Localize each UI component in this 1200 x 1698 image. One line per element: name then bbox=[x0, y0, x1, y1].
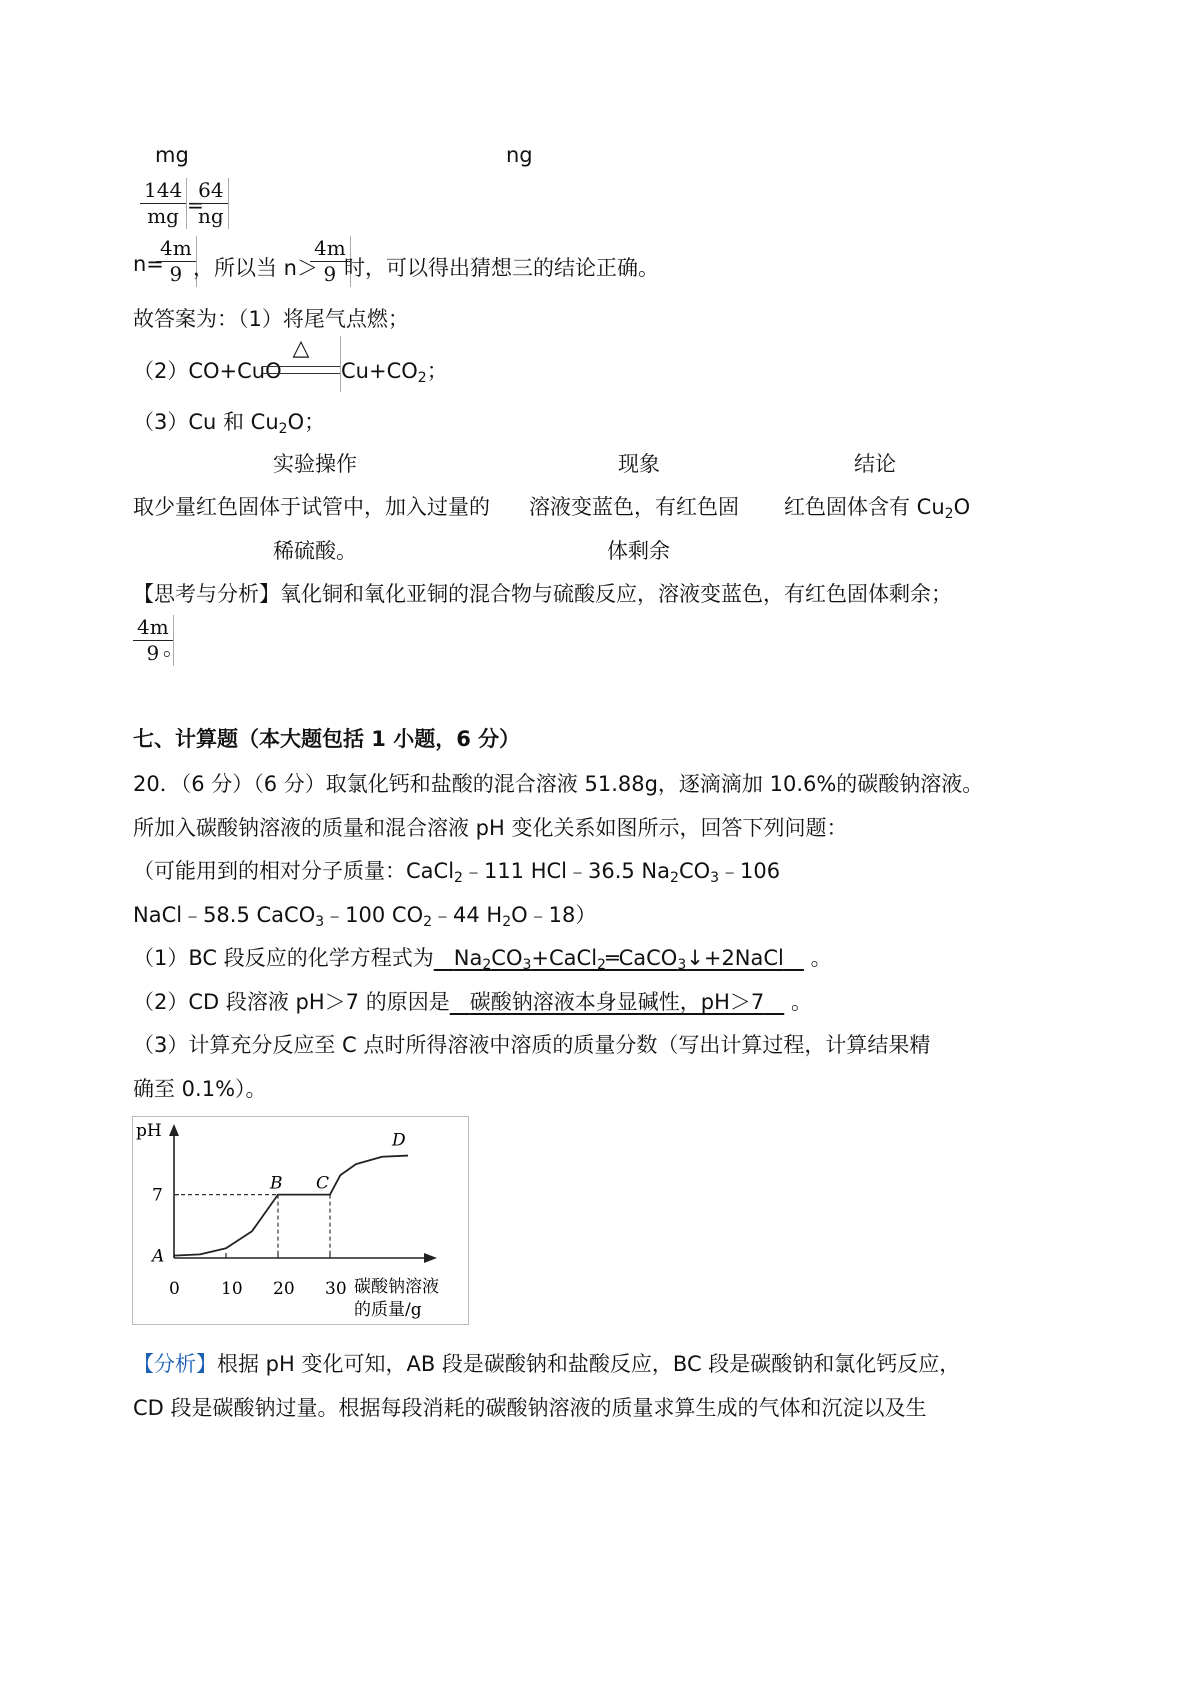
q20-mass-line2: NaCl﹣58.5 CaCO$_3$﹣100 $CO_2﹣44$ $H_2O﹣18$） bbox=[133, 903, 597, 930]
analysis2-line1: 【分析】根据 pH 变化可知，AB 段是碳酸钠和盐酸反应，BC 段是碳酸钠和氯化钙反应， bbox=[133, 1352, 961, 1376]
equation-2-right: $Cu+CO_2$； bbox=[341, 359, 448, 386]
mass-m: mg bbox=[155, 143, 189, 167]
equals-sign: = bbox=[187, 193, 204, 217]
denominator: 9 bbox=[146, 641, 160, 665]
y-tick-label: 7 bbox=[152, 1185, 163, 1206]
y-axis-label: pH bbox=[136, 1121, 162, 1141]
analysis2-label: 【分析】 bbox=[133, 1352, 217, 1376]
denominator: 9 bbox=[323, 262, 337, 286]
x-tick-label: 0 bbox=[169, 1279, 180, 1299]
numerator: 4m bbox=[156, 236, 196, 262]
table-header-conclusion: 结论 bbox=[854, 452, 896, 476]
q20-sub3-line1: （3）计算充分反应至 C 点时所得溶液中溶质的质量分数（写出计算过程，计算结果精 bbox=[133, 1033, 931, 1057]
denominator: ng bbox=[198, 204, 224, 228]
table-header-phenomenon: 现象 bbox=[618, 452, 660, 476]
numerator: 144 bbox=[140, 178, 186, 204]
numerator: 4m bbox=[310, 236, 350, 262]
q20-sub1: （1）BC 段反应的化学方程式为 $Na_2CO_3+CaCl_2═CaCO_3↓+2NaCl$ 。 bbox=[133, 946, 832, 973]
x-axis-label-line2: 的质量/g bbox=[354, 1300, 422, 1320]
n-mid-text: ，所以当 n＞ bbox=[193, 256, 318, 280]
sub2-answer: 碳酸钠溶液本身显碱性，pH＞7 bbox=[469, 990, 765, 1014]
q20-sub2: （2）CD 段溶液 pH＞7 的原因是 碳酸钠溶液本身显碱性，pH＞7 。 bbox=[133, 990, 812, 1014]
table-header-operation: 实验操作 bbox=[273, 452, 357, 476]
answer-3: （3）Cu 和 $Cu_2O$； bbox=[133, 410, 326, 437]
q20-line1: 20．（6 分）（6 分）取氯化钙和盐酸的混合溶液 51.88g，逐滴滴加 10.6%的碳酸钠溶液。 bbox=[133, 772, 984, 796]
table-cell-conclusion: 红色固体含有 $Cu_2O$ bbox=[784, 495, 971, 522]
point-label-b: B bbox=[270, 1173, 283, 1194]
table-cell-phenomenon: 溶液变蓝色，有红色固 bbox=[529, 495, 739, 519]
equation-bars bbox=[262, 366, 340, 374]
answer-head: 故答案为：（1）将尾气点燃； bbox=[133, 307, 409, 331]
x-tick-label: 20 bbox=[273, 1279, 295, 1299]
fraction-144-mg bbox=[140, 178, 187, 229]
denominator: 9 bbox=[169, 262, 183, 286]
x-tick-label: 30 bbox=[325, 1279, 347, 1299]
table-cell-operation-cont: 稀硫酸。 bbox=[273, 539, 357, 563]
denominator: mg bbox=[147, 204, 179, 228]
ph-chart bbox=[132, 1116, 470, 1326]
heat-condition bbox=[262, 336, 341, 392]
q20-sub3-line2: 确至 0.1%）。 bbox=[133, 1077, 267, 1101]
fraction-64-ng bbox=[194, 178, 229, 229]
analysis-end: 。 bbox=[163, 636, 184, 660]
table-cell-operation: 取少量红色固体于试管中，加入过量的 bbox=[133, 495, 490, 519]
numerator: 64 bbox=[194, 178, 228, 204]
analysis-text: 【思考与分析】氧化铜和氧化亚铜的混合物与硫酸反应，溶液变蓝色，有红色固体剩余； bbox=[133, 582, 952, 606]
table-cell-phenomenon-cont: 体剩余 bbox=[607, 539, 670, 563]
sub1-answer: $Na_2CO_3+CaCl_2═CaCO_3↓+2NaCl$ bbox=[453, 946, 784, 973]
point-label-a: A bbox=[152, 1246, 165, 1267]
mass-n: ng bbox=[506, 143, 533, 167]
heat-triangle-icon: △ bbox=[292, 336, 310, 361]
n-suffix-text: 时，可以得出猜想三的结论正确。 bbox=[344, 256, 659, 280]
x-axis-label-line1: 碳酸钠溶液 bbox=[354, 1277, 439, 1297]
fraction-4m-9 bbox=[156, 236, 197, 287]
analysis2-line2: CD 段是碳酸钠过量。根据每段消耗的碳酸钠溶液的质量求算生成的气体和沉淀以及生 bbox=[133, 1396, 927, 1420]
q20-line2: 所加入碳酸钠溶液的质量和混合溶液 pH 变化关系如图所示，回答下列问题： bbox=[133, 816, 848, 840]
n-prefix: n= bbox=[133, 252, 164, 276]
point-label-d: D bbox=[392, 1130, 406, 1151]
q20-mass-line1: （可能用到的相对分子质量：CaCl$_2$﹣111 HCl﹣36.5 $Na_2CO_3﹣106$ bbox=[133, 859, 781, 886]
equation-2-left: （2）CO+CuO bbox=[133, 359, 282, 383]
point-label-c: C bbox=[316, 1173, 330, 1194]
numerator: 4m bbox=[133, 615, 173, 641]
x-tick-label: 10 bbox=[221, 1279, 243, 1299]
section-title: 七、计算题（本大题包括 1 小题，6 分） bbox=[133, 727, 521, 751]
